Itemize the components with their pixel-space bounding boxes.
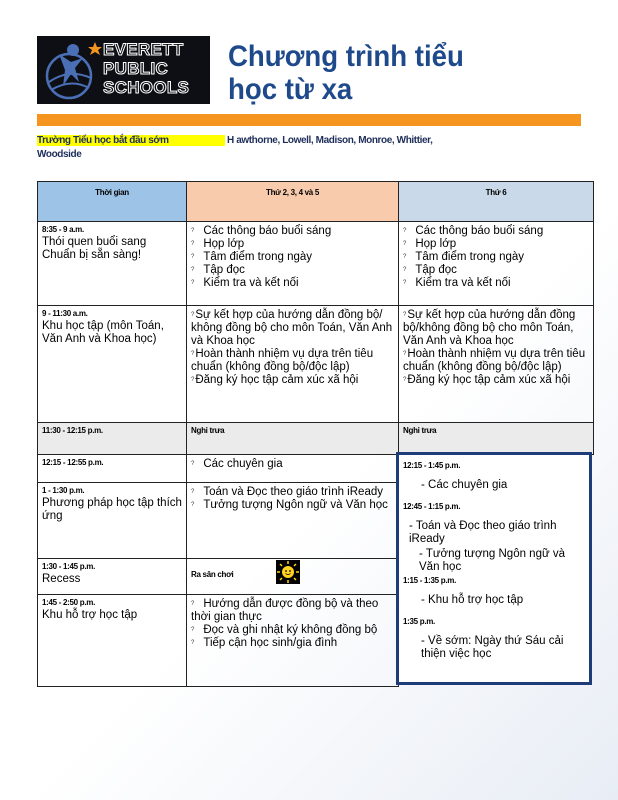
sun-icon [276,560,300,584]
block-title: Thói quen buổi sang Chuẩn bị sẵn sàng! [42,236,147,261]
list-item: ? Các thông báo buổi sáng [403,225,544,237]
time-cell [38,306,187,423]
page-title [228,40,532,106]
list-item: ?Đăng ký học tập cảm xúc xã hội [403,374,571,386]
friday-cell [399,306,594,423]
list-item: ?Hoàn thành nhiệm vụ dựa trên tiêu chuẩn (không đồng bộ/độc lập) [191,348,374,373]
time-cell [38,423,187,455]
list-item: ? Tưởng tượng Ngôn ngữ và Văn học [191,499,388,511]
list-item: ? Tâm điểm trong ngày [191,251,313,263]
list-item: ?Sự kết hợp của hướng dẫn đồng bộ/ không đồng bộ cho môn Toán, Văn Anh và Khoa học [191,309,393,347]
time-cell [38,455,187,483]
time-cell [38,222,187,306]
title-line-2: học từ xa [228,73,353,106]
time-range: 1 - 1:30 p.m. [42,486,85,495]
list-item: ? Đọc và ghi nhật ký không đồng bộ [191,624,378,636]
list-item: ? Tiếp cận học sinh/gia đình [191,637,338,649]
time-range: 1:35 p.m. [403,617,435,626]
list-item: ? Các thông báo buổi sáng [191,225,332,237]
logo-line-1: EVERETT [103,40,184,59]
mon-thu-cell [187,595,399,687]
lunch-label: Nghỉ trưa [191,426,225,435]
list-item: ? Kiểm tra và kết nối [191,277,299,289]
block-title: Khu học tập (môn Toán, Văn Anh và Khoa học) [42,320,164,345]
row-learning-zone [38,306,594,423]
list-item: ? Hướng dẫn được đồng bộ và theo thời gian thực [191,598,379,623]
lunch-label: Nghỉ trưa [403,426,437,435]
list-item: ? Kiểm tra và kết nối [403,277,511,289]
mon-thu-cell [187,559,399,595]
list-item: ? Tập đọc [191,264,245,276]
block-title: Phương pháp học tập thích ứng [42,497,182,522]
time-range: 9 - 11:30 a.m. [42,309,88,318]
time-cell [38,595,187,687]
time-range: 1:45 - 2:50 p.m. [42,598,96,607]
friday-cell [399,423,594,455]
title-line-1: Chương trình tiểu [228,40,464,73]
logo-line-2: PUBLIC [103,59,169,78]
mon-thu-cell [187,455,399,483]
header-row [38,182,594,222]
mon-thu-cell [187,423,399,455]
time-range: 12:15 - 1:45 p.m. [403,461,461,470]
early-start-schools [37,134,457,162]
friday-activity: - Về sớm: Ngày thứ Sáu cải thiện việc học [421,635,564,660]
time-range: 12:45 - 1:15 p.m. [403,502,461,511]
logo-line-3: SCHOOLS [103,78,190,97]
mon-thu-cell [187,306,399,423]
header-friday: Thứ 6 [399,182,594,222]
block-title: Recess [42,573,81,585]
mon-thu-cell [187,222,399,306]
block-title: Khu hỗ trợ học tập [42,609,138,621]
row-lunch [38,423,594,455]
header-mon-thu: Thứ 2, 3, 4 và 5 [187,182,399,222]
student-figure-icon [39,38,103,102]
friday-activity: - Khu hỗ trợ học tập [421,594,524,606]
schools-list-line-2: Woodside [37,149,82,160]
list-item: ?Đăng ký học tập cảm xúc xã hội [191,374,359,386]
time-range: 8:35 - 9 a.m. [42,225,84,234]
schools-label: Trường Tiểu học bắt đầu sớm [37,135,225,146]
row-morning-routine [38,222,594,306]
friday-activity: - Toán và Đọc theo giáo trình iReady [409,520,557,545]
time-range: 1:15 - 1:35 p.m. [403,576,457,585]
friday-afternoon-box [396,452,592,685]
list-item: ? Họp lớp [403,238,457,250]
recess-label: Ra sân chơi [191,569,234,579]
time-range: 11:30 - 12:15 p.m. [42,426,103,435]
logo-wordmark [103,40,209,97]
schools-list-line-1: H awthorne, Lowell, Madison, Monroe, Whittier, [227,135,433,146]
list-item: ?Hoàn thành nhiệm vụ dựa trên tiêu chuẩn (không đồng bộ/độc lập) [403,348,586,373]
friday-activity: - Các chuyên gia [421,479,508,491]
mon-thu-cell [187,483,399,559]
district-logo [37,36,210,104]
header-time: Thời gian [38,182,187,222]
friday-activity: - Tưởng tượng Ngôn ngữ và Văn học [419,548,566,573]
time-range: 12:15 - 12:55 p.m. [42,458,104,467]
list-item: ? Họp lớp [191,238,245,250]
list-item: ? Tập đọc [403,264,457,276]
time-cell [38,559,187,595]
time-cell [38,483,187,559]
list-item: ? Các chuyên gia [191,458,283,470]
list-item: ? Tâm điểm trong ngày [403,251,525,263]
orange-divider [37,114,581,126]
list-item: ?Sự kết hợp của hướng dẫn đồng bộ/không đồng bộ cho môn Toán, Văn Anh và Khoa học [403,309,576,347]
friday-cell [399,222,594,306]
list-item: ? Toán và Đọc theo giáo trình iReady [191,486,383,498]
time-range: 1:30 - 1:45 p.m. [42,562,96,571]
